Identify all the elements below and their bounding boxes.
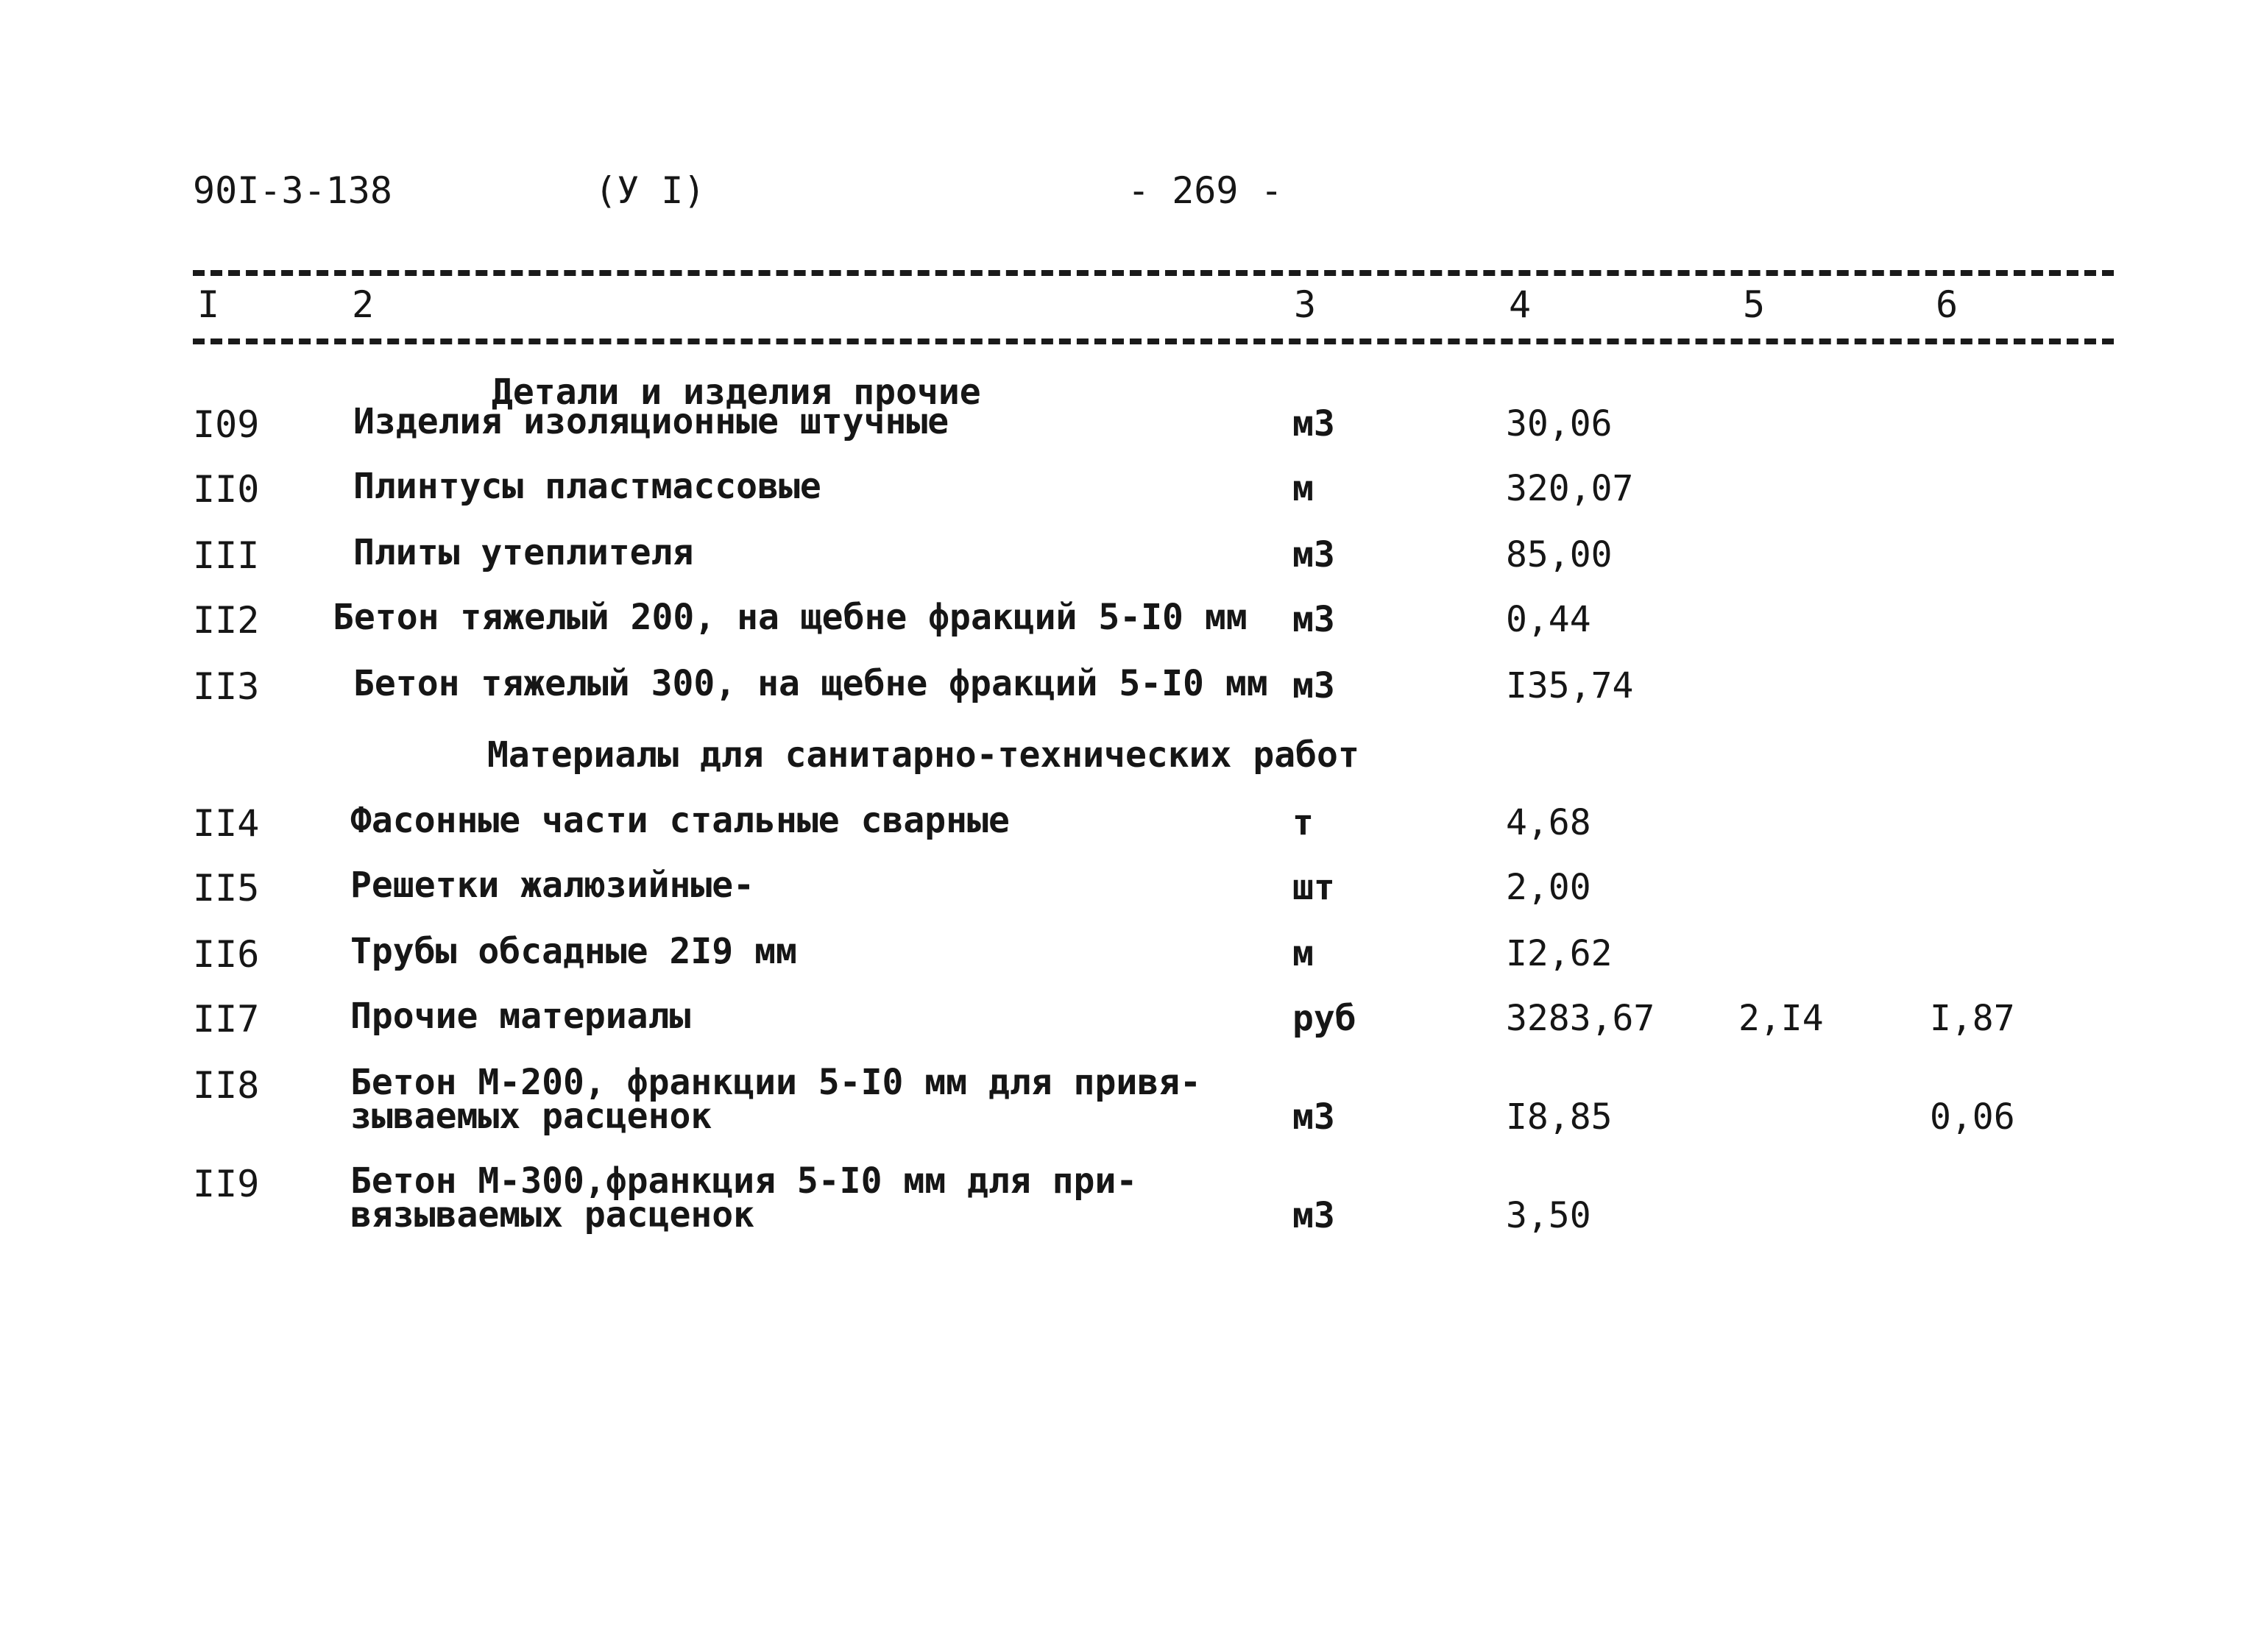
header-dashed-rule (193, 338, 2114, 344)
row-description: Решетки жалюзийные- (350, 865, 755, 906)
row-number: II5 (193, 867, 260, 910)
column-header-1: I (197, 283, 220, 326)
row-description: Прочие материалы (350, 996, 691, 1037)
row-unit: м3 (1292, 534, 1335, 575)
row-description: Бетон М-300,франкция 5-I0 мм для при- (350, 1160, 1138, 1202)
row-unit: м3 (1292, 1195, 1335, 1236)
row-value-col4: 4,68 (1506, 802, 1591, 843)
row-description: вязываемых расценок (350, 1194, 755, 1236)
top-dashed-rule (193, 270, 2114, 276)
column-header-5: 5 (1743, 283, 1766, 326)
row-number: II7 (193, 998, 260, 1041)
row-unit: м3 (1292, 403, 1335, 444)
column-header-6: 6 (1936, 283, 1959, 326)
row-description: Бетон М-200, франкции 5-I0 мм для привя- (350, 1062, 1201, 1103)
row-value-col4: 3,50 (1506, 1195, 1591, 1236)
row-number: II2 (193, 599, 260, 642)
row-number: II0 (193, 468, 260, 511)
row-value-col4: 30,06 (1506, 403, 1613, 444)
row-unit: м3 (1292, 599, 1335, 640)
volume-label: (У I) (595, 169, 706, 212)
row-unit: м (1292, 468, 1314, 509)
section-heading: Материалы для санитарно-технических работ (487, 734, 1359, 776)
row-number: III (193, 534, 260, 577)
section-heading: Детали и изделия прочие (492, 372, 981, 413)
row-description: Плинтусы пластмассовые (353, 466, 821, 507)
row-number: I09 (193, 403, 260, 446)
row-value-col4: 2,00 (1506, 867, 1591, 908)
row-value-col4: I2,62 (1506, 933, 1613, 974)
row-value-col4: 3283,67 (1506, 998, 1655, 1039)
row-unit: руб (1292, 998, 1356, 1039)
row-number: II8 (193, 1064, 260, 1107)
row-unit: т (1292, 802, 1314, 843)
row-description: Бетон тяжелый 300, на щебне фракций 5-I0 мм (353, 663, 1268, 704)
column-header-2: 2 (352, 283, 375, 326)
row-description: зываемых расценок (350, 1096, 712, 1137)
row-value-col6: I,87 (1930, 998, 2015, 1039)
row-unit: м3 (1292, 1096, 1335, 1138)
row-unit: м3 (1292, 665, 1335, 706)
row-value-col4: I35,74 (1506, 665, 1634, 706)
row-value-col5: 2,I4 (1738, 998, 1824, 1039)
row-description: Бетон тяжелый 200, на щебне фракций 5-I0 мм (333, 597, 1248, 638)
row-value-col4: 85,00 (1506, 534, 1613, 575)
page-number: - 269 - (1128, 169, 1283, 212)
row-unit: м (1292, 933, 1314, 974)
row-number: II9 (193, 1163, 260, 1205)
column-header-3: 3 (1294, 283, 1317, 326)
row-unit: шт (1292, 867, 1335, 908)
column-header-4: 4 (1509, 283, 1532, 326)
row-value-col4: I8,85 (1506, 1096, 1613, 1138)
row-description: Трубы обсадные 2I9 мм (350, 931, 797, 972)
row-description: Плиты утеплителя (353, 532, 694, 573)
document-code: 90I-3-138 (193, 169, 392, 212)
row-description: Изделия изоляционные штучные (353, 401, 949, 442)
row-number: II4 (193, 802, 260, 845)
row-value-col6: 0,06 (1930, 1096, 2015, 1138)
row-number: II3 (193, 665, 260, 708)
row-value-col4: 320,07 (1506, 468, 1634, 509)
row-description: Фасонные части стальные сварные (350, 800, 1010, 841)
row-number: II6 (193, 933, 260, 976)
row-value-col4: 0,44 (1506, 599, 1591, 640)
